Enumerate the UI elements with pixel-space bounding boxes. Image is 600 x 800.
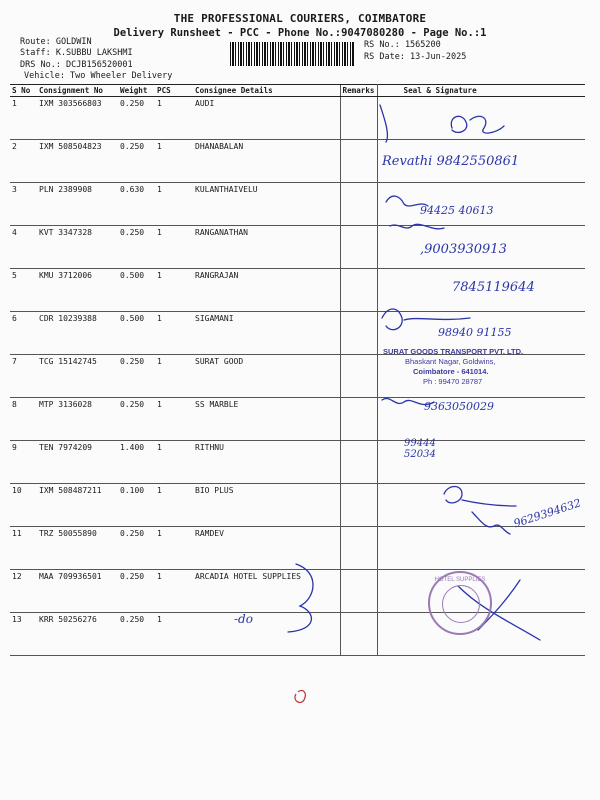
cell-weight: 1.400 [118,441,155,484]
stamp-address-line: Bhaskant Nagar, Goldwins, [405,357,496,366]
cell-consignee: ARCADIA HOTEL SUPPLIES [193,570,340,613]
cell-pcs: 1 [155,484,193,527]
cell-sno: 7 [10,355,37,398]
cell-consignment: TCG 15142745 [37,355,118,398]
cell-consignee: SS MARBLE [193,398,340,441]
cell-pcs: 1 [155,441,193,484]
signature-scribble [451,116,504,133]
handwritten-phone: 7845119644 [452,280,535,295]
handwritten-phone: ,9003930913 [420,242,507,257]
cell-consignment: MAA 709936501 [37,570,118,613]
route: Route: GOLDWIN [20,37,92,47]
stamp-phone: Ph : 99470 28787 [423,377,483,386]
drs-number: DRS No.: DCJB156520001 [20,60,133,70]
cell-pcs: 1 [155,140,193,183]
cell-consignment: KVT 3347328 [37,226,118,269]
handwritten-remark: -do [234,612,253,626]
cell-sno: 1 [10,97,37,140]
cell-consignment: IXM 508504823 [37,140,118,183]
cell-consignment: IXM 508487211 [37,484,118,527]
cell-consignee: BIO PLUS [193,484,340,527]
cell-weight: 0.500 [118,269,155,312]
staff: Staff: K.SUBBU LAKSHMI [20,48,133,58]
hotel-round-stamp [428,571,492,635]
cell-consignee: AUDI [193,97,340,140]
cell-pcs: 1 [155,97,193,140]
cell-sno: 11 [10,527,37,570]
cell-sno: 13 [10,613,37,656]
cell-sno: 9 [10,441,37,484]
cell-sno: 12 [10,570,37,613]
red-pen-mark [295,690,305,702]
col-pcs: PCS [155,85,193,97]
cell-consignee: RANGRAJAN [193,269,340,312]
cell-weight: 0.250 [118,140,155,183]
cell-consignee: DHANABALAN [193,140,340,183]
cell-weight: 0.250 [118,355,155,398]
cell-pcs: 1 [155,312,193,355]
signature-scribble [288,564,313,632]
cell-weight: 0.100 [118,484,155,527]
rs-number: RS No.: 1565200 [364,40,441,50]
cell-sno: 6 [10,312,37,355]
stamp-text: HOTEL SUPPLIES [434,577,486,583]
handwritten-phone: 99444 52034 [404,438,436,460]
cell-consignee: SIGAMANI [193,312,340,355]
cell-sno: 8 [10,398,37,441]
cell-weight: 0.250 [118,527,155,570]
cell-pcs: 1 [155,398,193,441]
col-consignment: Consignment No [37,85,118,97]
handwritten-phone: 9629394632 [512,496,583,531]
cell-consignment: CDR 10239388 [37,312,118,355]
col-weight: Weight [118,85,155,97]
cell-weight: 0.250 [118,97,155,140]
page-title: THE PROFESSIONAL COURIERS, COIMBATORE [173,12,427,25]
handwritten-phone: 94425 40613 [420,204,494,217]
cell-sno: 5 [10,269,37,312]
col-sno: S No [10,85,37,97]
cell-consignee: KULANTHAIVELU [193,183,340,226]
signature-scribble [380,105,387,142]
company-stamp [383,347,553,393]
cell-pcs: 1 [155,527,193,570]
stamp-inner-ring [442,585,480,623]
handwritten-phone: 9363050029 [424,400,494,413]
runsheet-subtitle: Delivery Runsheet - PCC - Phone No.:9047080280 - Page No.:1 [113,27,487,39]
cell-weight: 0.250 [118,613,155,656]
cell-consignment: KRR 50256276 [37,613,118,656]
cell-weight: 0.630 [118,183,155,226]
stamp-company-name: SURAT GOODS TRANSPORT PVT. LTD. [383,347,524,356]
handwritten-phone: 98940 91155 [438,326,512,339]
cell-consignee: RITHNU [193,441,340,484]
cell-consignment: KMU 3712006 [37,269,118,312]
handwritten-phone: Revathi 9842550861 [382,154,520,169]
cell-consignment: TEN 7974209 [37,441,118,484]
cell-consignment: PLN 2389908 [37,183,118,226]
cell-pcs: 1 [155,226,193,269]
cell-consignee: RAMDEV [193,527,340,570]
cell-pcs: 1 [155,269,193,312]
cell-consignment: TRZ 50055890 [37,527,118,570]
col-remarks: Remarks [340,85,377,97]
rs-date: RS Date: 13-Jun-2025 [364,52,467,62]
cell-sno: 4 [10,226,37,269]
cell-pcs: 1 [155,613,193,656]
signature-scribble [472,512,510,534]
cell-pcs: 1 [155,183,193,226]
cell-weight: 0.250 [118,570,155,613]
cell-sno: 3 [10,183,37,226]
cell-weight: 0.250 [118,398,155,441]
stamp-address-line: Coimbatore - 641014. [413,367,489,376]
cell-weight: 0.500 [118,312,155,355]
cell-consignment: MTP 3136028 [37,398,118,441]
vehicle: Vehicle: Two Wheeler Delivery [24,71,173,81]
signature-scribble [444,487,516,507]
cell-sno: 2 [10,140,37,183]
cell-consignment: IXM 303566803 [37,97,118,140]
cell-consignee: SURAT GOOD [193,355,340,398]
col-consignee: Consignee Details [193,85,340,97]
cell-weight: 0.250 [118,226,155,269]
signature-scribble [390,224,444,229]
cell-pcs: 1 [155,355,193,398]
cell-pcs: 1 [155,570,193,613]
cell-sno: 10 [10,484,37,527]
col-seal: Seal & Signature [377,85,585,97]
cell-consignee: RANGANATHAN [193,226,340,269]
